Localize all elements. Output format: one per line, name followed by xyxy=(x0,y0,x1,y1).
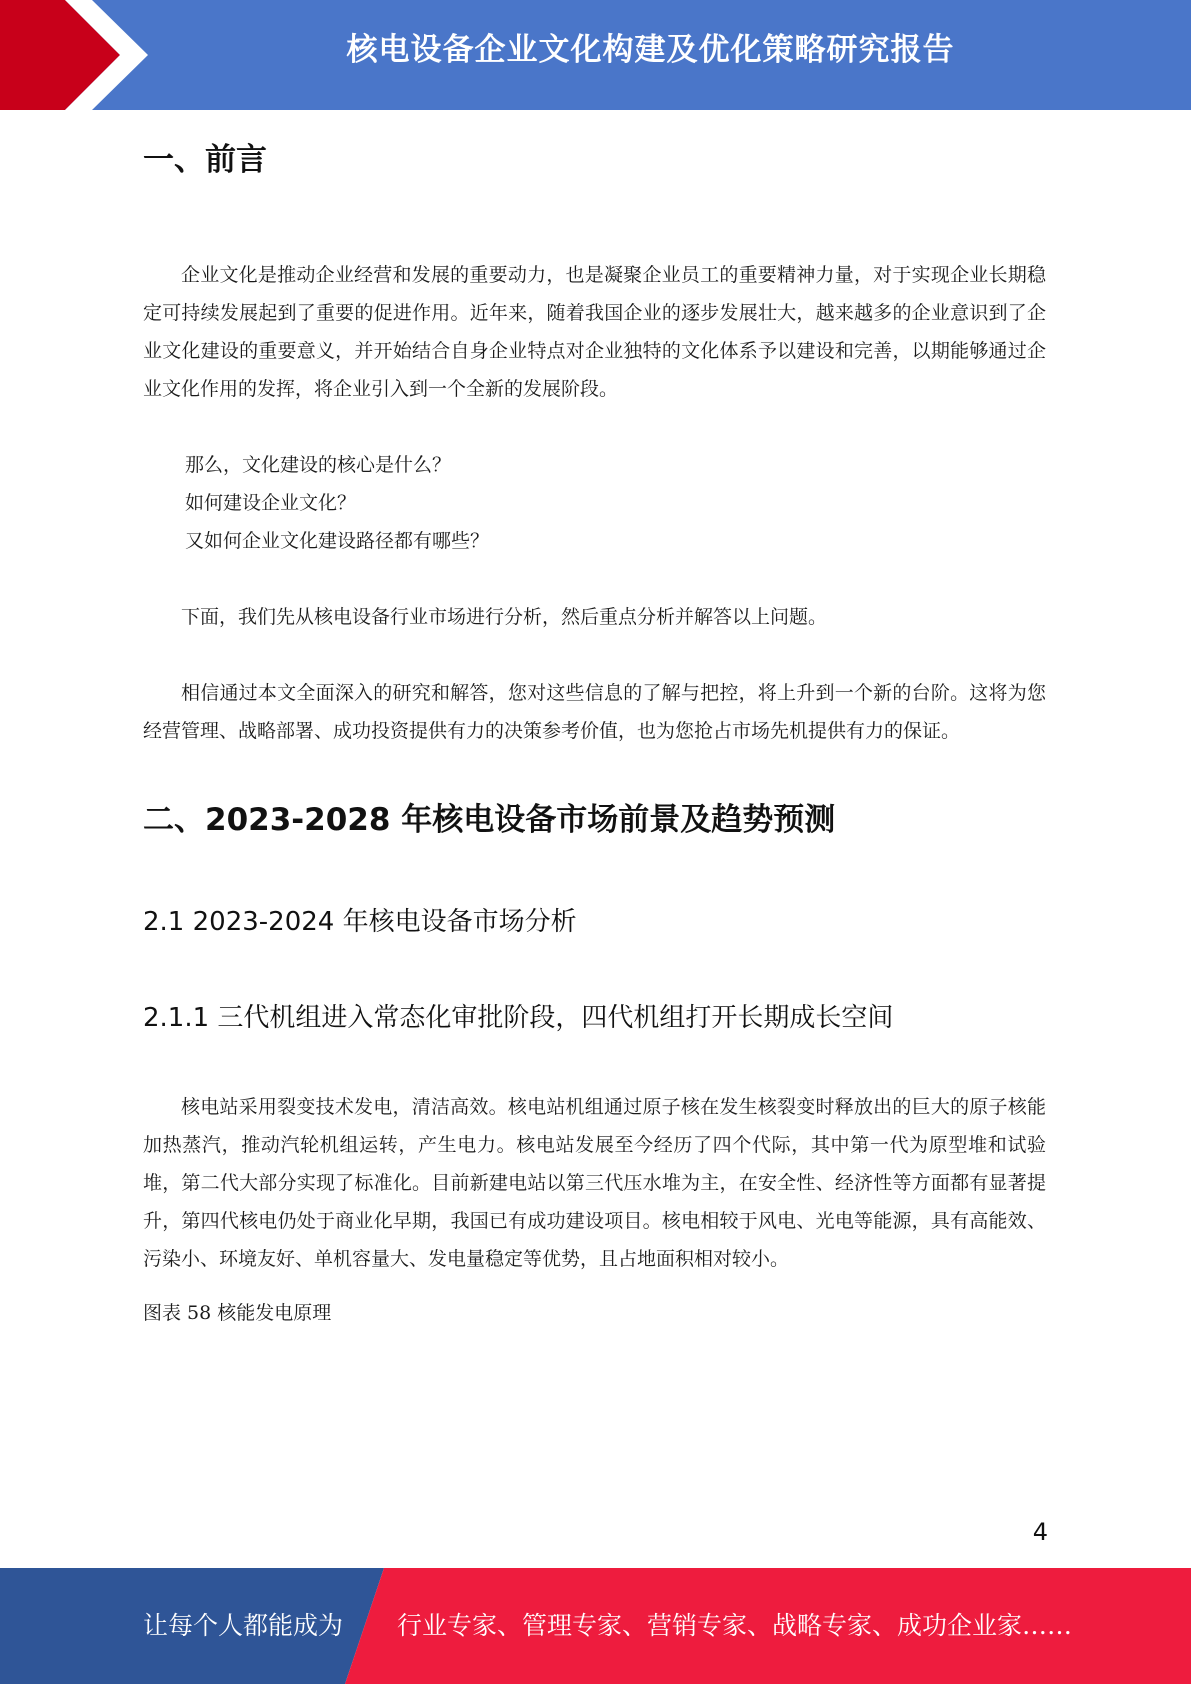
page-number: 4 xyxy=(1032,1518,1048,1546)
report-title: 核电设备企业文化构建及优化策略研究报告 xyxy=(346,32,955,68)
question-list xyxy=(143,446,1046,560)
section-heading-preface: 一、前言 xyxy=(143,142,267,178)
question-item: 又如何企业文化建设路径都有哪些？ xyxy=(185,530,490,552)
section-heading-market-outlook: 二、2023-2028 年核电设备市场前景及趋势预测 xyxy=(143,802,836,838)
subsection-heading-2-1-1: 2.1.1 三代机组进入常态化审批阶段，四代机组打开长期成长空间 xyxy=(143,1003,894,1033)
header-chevron-decoration xyxy=(0,0,200,110)
preface-paragraph-2: 下面，我们先从核电设备行业市场进行分析，然后重点分析并解答以上问题。 xyxy=(181,606,828,628)
subsection-heading-2-1: 2.1 2023-2024 年核电设备市场分析 xyxy=(143,907,577,937)
header-band xyxy=(0,0,1191,110)
preface-paragraph-3: 相信通过本文全面深入的研究和解答，您对这些信息的了解与把控，将上升到一个新的台阶。这将为您经营管理、战略部署、成功投资提供有力的决策参考价值，也为您抢占市场先机提供有力的保证。 xyxy=(143,682,1046,742)
question-item: 如何建设企业文化？ xyxy=(185,492,357,514)
footer-band xyxy=(0,1568,1191,1684)
nuclear-paragraph-1: 核电站采用裂变技术发电，清洁高效。核电站机组通过原子核在发生核裂变时释放出的巨大的原子核能加热蒸汽，推动汽轮机组运转，产生电力。核电站发展至今经历了四个代际，其中第一代为原型堆和试验堆，第二代大部分实现了标准化。目前新建电站以第三代压水堆为主，在安全性、经济性等方面都有显著提升，第四代核电仍处于商业化早期，我国已有成功建设项目。核电相较于风电、光电等能源，具有高能效、污染小、环境友好、单机容量大、发电量稳定等优势，且占地面积相对较小。 xyxy=(143,1096,1046,1270)
figure-caption: 图表 58 核能发电原理 xyxy=(143,1302,332,1324)
footer-slogan-left: 让每个人都能成为 xyxy=(143,1611,344,1640)
footer-slogan-right: 行业专家、管理专家、营销专家、战略专家、成功企业家…… xyxy=(397,1611,1073,1640)
preface-paragraph-1: 企业文化是推动企业经营和发展的重要动力，也是凝聚企业员工的重要精神力量，对于实现企业长期稳定可持续发展起到了重要的促进作用。近年来，随着我国企业的逐步发展壮大，越来越多的企业意识到了企业文化建设的重要意义，并开始结合自身企业特点对企业独特的文化体系予以建设和完善，以期能够通过企业文化作用的发挥，将企业引入到一个全新的发展阶段。 xyxy=(143,264,1046,400)
page-content xyxy=(143,130,1046,1328)
question-item: 那么，文化建设的核心是什么？ xyxy=(185,454,452,476)
